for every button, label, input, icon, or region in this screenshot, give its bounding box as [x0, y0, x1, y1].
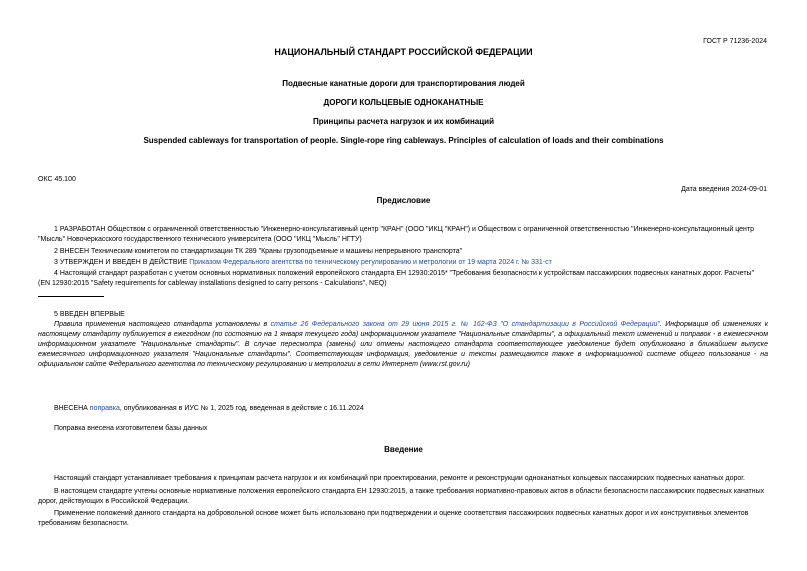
amendment-note: Поправка внесена изготовителем базы данных: [54, 425, 208, 432]
rules-text-suffix: . Информация об изменениях к настоящему стандарту публикуется в ежегодном (по состоянию на 1 января текущего года) информационном указателе "Национальные стандарты", а официальный текст изменений и поправок - в ежемесячном информационном указателе "Национальные стандарты". В случае пересмотра (замены) или отмены настоящего стандарта соответствующее уведомление будет опубликовано в ближайшем выпуске ежемесячного информационного указателя "Национальные стандарты". Соответствующая информация, уведомление и тексты размещаются также в информационной системе общего пользования - на официальном сайте Федерального агентства по техническому регулированию и метрологии в сети Интернет (www.rst.gov.ru): [38, 321, 768, 368]
federal-law-link[interactable]: статье 26 Федерального закона от 29 июня 2015 г. № 162-ФЗ "О стандартизации в Российской Федерации": [270, 321, 660, 328]
amendment-suffix: , опубликованная в ИУС № 1, 2025 год, введенная в действие с 16.11.2024: [119, 405, 364, 412]
foreword-heading: Предисловие: [376, 196, 431, 205]
national-standard-title: НАЦИОНАЛЬНЫЙ СТАНДАРТ РОССИЙСКОЙ ФЕДЕРАЦИИ: [274, 47, 533, 57]
oks-code: ОКС 45.100: [38, 176, 76, 183]
amendment-prefix: ВНЕСЕНА: [54, 405, 90, 412]
rules-paragraph: [38, 320, 768, 370]
sub-title: Принципы расчета нагрузок и их комбинаций: [312, 117, 494, 126]
introduction-paragraph-1: Настоящий стандарт устанавливает требования к принципам расчета нагрузок и их комбинаций при проектировании, ремонте и реконструкции одноканатных кольцевых пассажирских подвесных канатных дорог.: [54, 475, 745, 482]
foreword-item-5: 5 ВВЕДЕН ВПЕРВЫЕ: [54, 311, 125, 318]
foreword-item-1: 1 РАЗРАБОТАН Обществом с ограниченной ответственностью "Инженерно-консультативный центр "КРАН" (ООО "ИКЦ "КРАН") и Обществом с ограниченной ответственностью "Инженерно-консультационный центр "Мысль" Новочеркасского государственного технического университета (ООО "ИКЦ "Мысль" НГТУ): [38, 226, 754, 243]
gost-number: ГОСТ Р 71236-2024: [703, 38, 767, 45]
foreword-item-3-text: 3 УТВЕРЖДЕН И ВВЕДЕН В ДЕЙСТВИЕ: [54, 259, 190, 266]
introduction-paragraph-2: В настоящем стандарте учтены основные нормативные положения европейского стандарта ЕН 12930:2015, а также требования нормативно-правовых актов в области безопасности пассажирских подвесных канатных дорог, действующих в Российской Федерации.: [38, 488, 765, 505]
footnote-divider: [38, 296, 104, 297]
rules-text-prefix: Правила применения настоящего стандарта установлены в: [54, 321, 271, 328]
foreword-item-3: [38, 258, 768, 268]
main-title: ДОРОГИ КОЛЬЦЕВЫЕ ОДНОКАНАТНЫЕ: [323, 98, 484, 107]
introduction-heading: Введение: [384, 445, 423, 454]
english-title: Suspended cableways for transportation of people. Single-rope ring cableways. Principles of calculation of loads and their combinations: [143, 136, 664, 145]
introduction-paragraph-3: Применение положений данного стандарта на добровольной основе может быть использовано при подтверждении и оценке соответствия пассажирских подвесных канатных дорог и их конструктивных элементов требованиям безопасности.: [38, 510, 749, 527]
amendment-link[interactable]: поправка: [89, 405, 120, 412]
intro-date: Дата введения 2024-09-01: [681, 186, 767, 193]
foreword-item-2: 2 ВНЕСЕН Техническим комитетом по стандартизации ТК 289 "Краны грузоподъемные и машины непрерывного транспорта": [54, 248, 463, 255]
foreword-item-4: 4 Настоящий стандарт разработан с учетом основных нормативных положений европейского стандарта ЕН 12930:2015* "Требования безопасности к устройствам пассажирских подвесных канатных дорог. Расчеты" (EN 12930:2015 "Safety requirements for cableway installations designed to carry persons - Calculations", NEQ): [38, 270, 755, 287]
order-link[interactable]: Приказом Федерального агентства по техническому регулированию и метрологии от 19 марта 2024 г. № 331-ст: [189, 259, 552, 266]
group-title: Подвесные канатные дороги для транспортирования людей: [282, 79, 525, 88]
amendment-line: [54, 404, 364, 414]
